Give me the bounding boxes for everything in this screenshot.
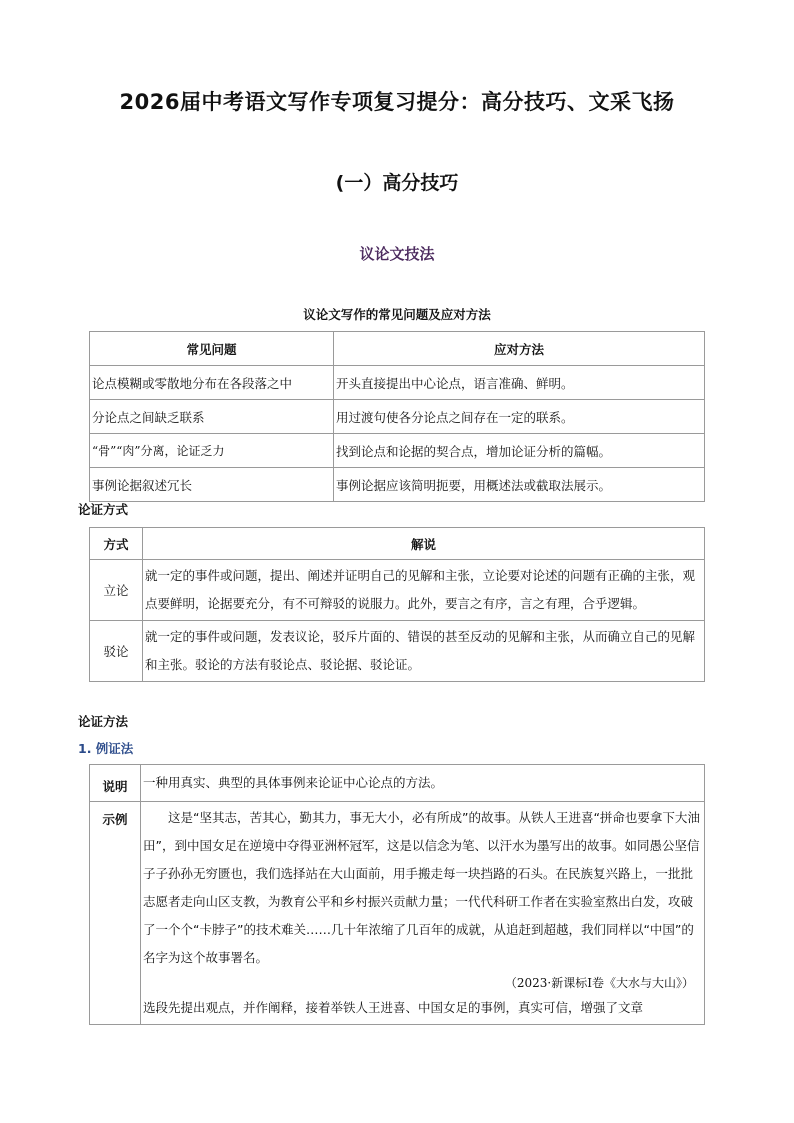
table-row bbox=[90, 802, 705, 1025]
table-cell: 找到论点和论据的契合点，增加论证分析的篇幅。 bbox=[334, 434, 705, 468]
example-method-heading: 1. 例证法 bbox=[78, 741, 134, 756]
problems-table bbox=[89, 331, 705, 502]
argument-modes-table bbox=[89, 527, 705, 682]
table-cell: “骨”“肉”分离，论证乏力 bbox=[90, 434, 334, 468]
analysis-note: 选段先提出观点，并作阐释，接着举铁人王进喜、中国女足的事例，真实可信，增强了文章 bbox=[143, 1000, 644, 1015]
table-row bbox=[90, 621, 705, 682]
argument-methods-label: 论证方法 bbox=[78, 714, 129, 729]
table-row bbox=[90, 434, 705, 468]
section-subtitle: (一）高分技巧 bbox=[335, 172, 459, 194]
table-row bbox=[90, 468, 705, 502]
table-cell: 用过渡句使各分论点之间存在一定的联系。 bbox=[334, 400, 705, 434]
table-cell: 说明 bbox=[90, 765, 141, 802]
table-cell: 事例论据叙述冗长 bbox=[90, 468, 334, 502]
example-paragraph: 这是“坚其志，苦其心，勤其力，事无大小，必有所成”的故事。从铁人王进喜“拼命也要拿下大油田”，到中国女足在逆境中夺得亚洲杯冠军，这是以信念为笔、以汗水为墨写出的故事。如同愚公坚信子子孙孙无穷匮也，我们选择站在大山面前，用手搬走每一块挡路的石头。在民族复兴路上，一批批志愿者走向山区支教，为教育公平和乡村振兴贡献力量；一代代科研工作者在实验室熬出白发，攻破了一个个“卡脖子”的技术难关……几十年浓缩了几百年的成就，从追赶到超越，我们同样以“中国”的名字为这个故事署名。 bbox=[143, 810, 700, 965]
table-cell: 论点模糊或零散地分布在各段落之中 bbox=[90, 366, 334, 400]
table-row bbox=[90, 560, 705, 621]
column-header: 方式 bbox=[90, 528, 143, 560]
document-title: 2026届中考语文写作专项复习提分：高分技巧、文采飞扬 bbox=[119, 90, 675, 114]
example-method-table bbox=[89, 764, 705, 1025]
column-header: 应对方法 bbox=[334, 332, 705, 366]
argument-modes-label: 论证方式 bbox=[78, 502, 129, 517]
section-heading: 议论文技法 bbox=[359, 245, 435, 263]
table-cell bbox=[141, 802, 705, 1025]
table-row bbox=[90, 400, 705, 434]
table-row bbox=[90, 366, 705, 400]
column-header: 解说 bbox=[143, 528, 705, 560]
table-cell: 分论点之间缺乏联系 bbox=[90, 400, 334, 434]
table-cell: 示例 bbox=[90, 802, 141, 1025]
table-cell: 就一定的事件或问题，发表议论，驳斥片面的、错误的甚至反动的见解和主张，从而确立自己的见解和主张。驳论的方法有驳论点、驳论据、驳论证。 bbox=[143, 621, 705, 682]
column-header: 常见问题 bbox=[90, 332, 334, 366]
table-cell: 立论 bbox=[90, 560, 143, 621]
source-citation: （2023·新课标Ⅰ卷《大水与大山》） bbox=[504, 976, 694, 990]
table-cell: 一种用真实、典型的具体事例来论证中心论点的方法。 bbox=[141, 765, 705, 802]
table-cell: 事例论据应该简明扼要，用概述法或截取法展示。 bbox=[334, 468, 705, 502]
table-cell: 就一定的事件或问题，提出、阐述并证明自己的见解和主张，立论要对论述的问题有正确的主张，观点要鲜明，论据要充分，有不可辩驳的说服力。此外，要言之有序，言之有理，合乎逻辑。 bbox=[143, 560, 705, 621]
table-caption: 议论文写作的常见问题及应对方法 bbox=[303, 307, 491, 322]
table-row bbox=[90, 765, 705, 802]
table-cell: 驳论 bbox=[90, 621, 143, 682]
table-cell: 开头直接提出中心论点，语言准确、鲜明。 bbox=[334, 366, 705, 400]
